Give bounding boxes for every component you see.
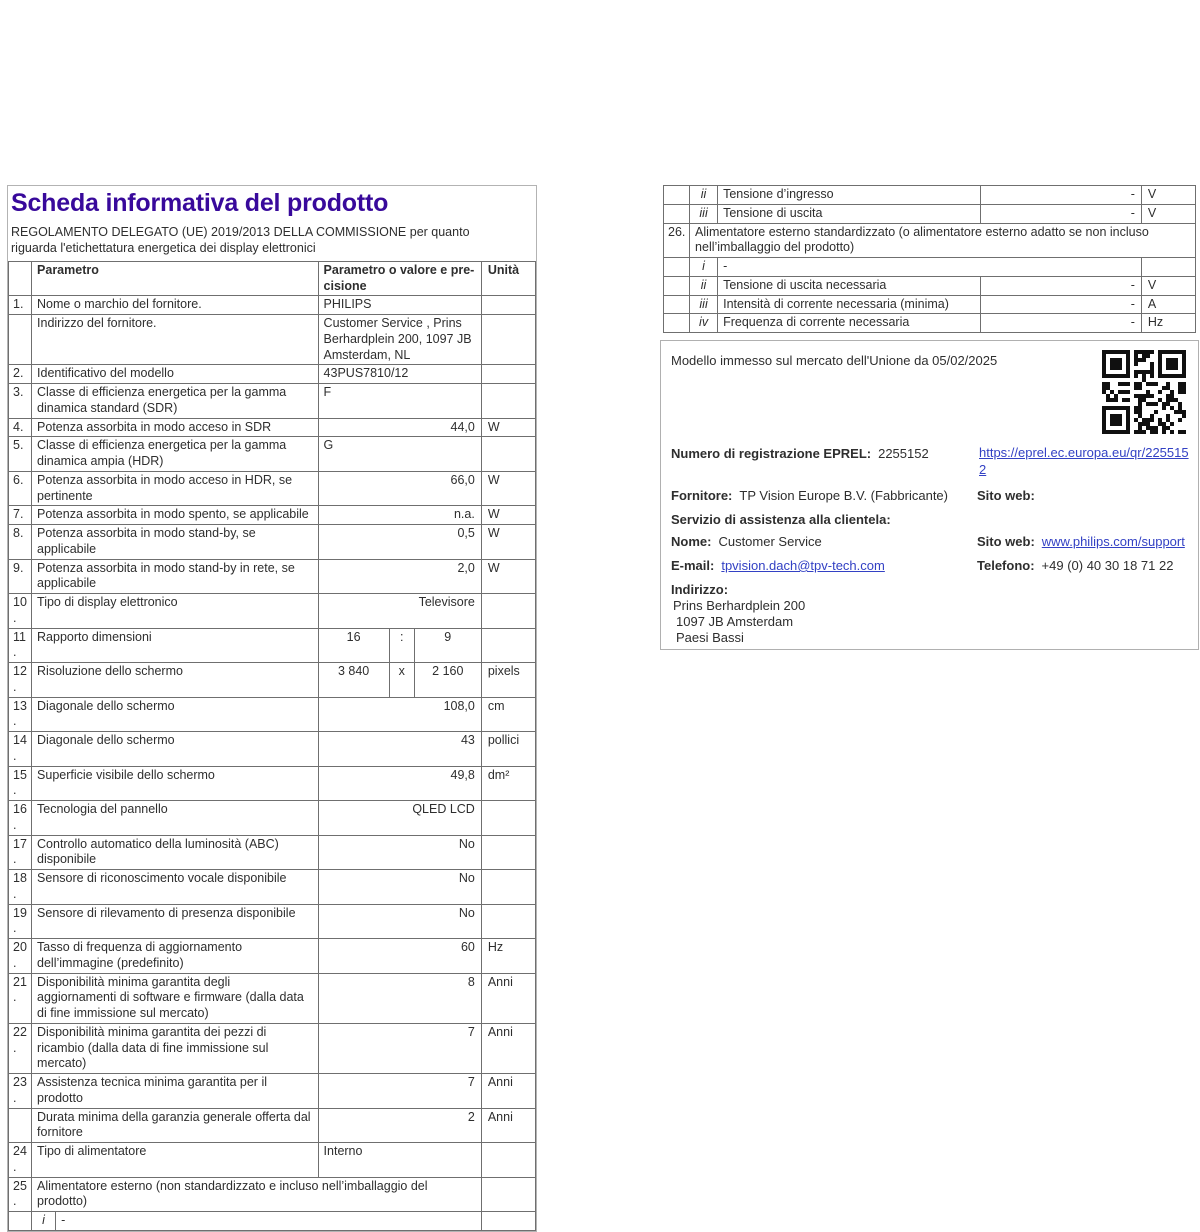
website-row-2 xyxy=(977,534,1185,550)
row-number xyxy=(664,314,690,333)
row-subletter: i xyxy=(690,258,718,277)
table-row xyxy=(9,628,536,663)
table-row xyxy=(664,295,1196,314)
product-parameters-table xyxy=(8,261,536,1231)
table-row xyxy=(9,365,536,384)
row-number: 13. xyxy=(9,697,32,732)
eprel-label: Numero di registrazione EPREL: xyxy=(671,446,872,461)
row-label: Classe di efficienza energetica per la gamma dinamica standard (SDR) xyxy=(32,384,319,419)
table-row xyxy=(9,1143,536,1178)
row-subletter: ii xyxy=(690,276,718,295)
market-entry-text: Modello immesso sul mercato dell'Unione da 05/02/2025 xyxy=(671,353,998,368)
eprel-registration-row xyxy=(671,446,929,462)
table-row xyxy=(9,697,536,732)
phone-label: Telefono: xyxy=(977,558,1035,573)
row-unit: Hz xyxy=(481,939,535,974)
row-label: Indirizzo del fornitore. xyxy=(32,315,319,365)
row-number: 20. xyxy=(9,939,32,974)
row-number: 16. xyxy=(9,801,32,836)
table-row xyxy=(9,506,536,525)
row-value: - xyxy=(980,314,1141,333)
row-value: - xyxy=(980,276,1141,295)
row-unit: Hz xyxy=(1141,314,1195,333)
row-number xyxy=(664,258,690,277)
product-fiche-panel xyxy=(7,185,537,1232)
row-unit xyxy=(481,1177,535,1212)
row-unit xyxy=(481,296,535,315)
table-row xyxy=(664,223,1196,258)
row-value: 108,0 xyxy=(318,697,481,732)
table-row xyxy=(9,594,536,629)
regulation-subtitle: REGOLAMENTO DELEGATO (UE) 2019/2013 DELLA COMMISSIONE per quanto riguarda l'etichettatura energetica dei display elettronici xyxy=(11,224,470,255)
row-number: 19. xyxy=(9,904,32,939)
row-value: 0,5 xyxy=(318,525,481,560)
row-label: Rapporto dimensioni xyxy=(32,628,319,663)
table-row xyxy=(9,939,536,974)
row-number xyxy=(9,315,32,365)
table-row xyxy=(9,835,536,870)
row-label: - xyxy=(56,1212,482,1231)
table-row xyxy=(9,904,536,939)
row-label: Intensità di corrente necessaria (minima) xyxy=(718,295,980,314)
table-row xyxy=(9,437,536,472)
website-label-1: Sito web: xyxy=(977,488,1035,503)
row-value: QLED LCD xyxy=(318,801,481,836)
row-value: Interno xyxy=(318,1143,481,1178)
supplier-info-box xyxy=(660,340,1199,650)
row-label: Superficie visibile dello schermo xyxy=(32,766,319,801)
row-number: 15. xyxy=(9,766,32,801)
row-number: 5. xyxy=(9,437,32,472)
row-label: Tensione d’ingresso xyxy=(718,186,980,205)
table-row xyxy=(9,384,536,419)
row-unit: pollici xyxy=(481,732,535,767)
row-value: 43PUS7810/12 xyxy=(318,365,481,384)
row-label: Diagonale dello schermo xyxy=(32,732,319,767)
row-label: Tasso di frequenza di aggiornamento dell’immagine (predefinito) xyxy=(32,939,319,974)
row-number: 22. xyxy=(9,1023,32,1073)
row-value: 66,0 xyxy=(318,471,481,506)
row-unit: W xyxy=(481,506,535,525)
row-unit xyxy=(481,904,535,939)
row-label: - xyxy=(718,258,1142,277)
panel-head xyxy=(8,186,536,261)
table-row xyxy=(9,766,536,801)
phone-row xyxy=(977,558,1173,574)
right-table-body xyxy=(664,186,1196,333)
row-unit xyxy=(481,870,535,905)
row-number: 7. xyxy=(9,506,32,525)
row-unit: cm xyxy=(481,697,535,732)
power-supply-panel xyxy=(663,185,1196,333)
row-unit: W xyxy=(481,418,535,437)
row-value: - xyxy=(980,204,1141,223)
support-website-link[interactable]: www.philips.com/support xyxy=(1041,534,1185,549)
row-number: 9. xyxy=(9,559,32,594)
table-row xyxy=(9,1074,536,1109)
row-number: 26. xyxy=(664,223,690,258)
qr-code xyxy=(1102,350,1186,434)
table-row xyxy=(9,1023,536,1073)
row-label: Risoluzione dello schermo xyxy=(32,663,319,698)
row-label: Potenza assorbita in modo stand-by, se applicabile xyxy=(32,525,319,560)
row-unit: Anni xyxy=(481,973,535,1023)
table-row xyxy=(664,204,1196,223)
row-unit xyxy=(481,1143,535,1178)
row-subletter: iii xyxy=(690,204,718,223)
row-value: 7 xyxy=(318,1074,481,1109)
eprel-number: 2255152 xyxy=(878,446,929,461)
row-value: 7 xyxy=(318,1023,481,1073)
service-name-row xyxy=(671,534,822,550)
row-number: 2. xyxy=(9,365,32,384)
row-number: 17. xyxy=(9,835,32,870)
row-subletter: i xyxy=(32,1212,56,1231)
table-row xyxy=(9,1177,536,1212)
row-number xyxy=(9,1108,32,1143)
eprel-qr-link[interactable]: https://eprel.ec.europa.eu/qr/2255152 xyxy=(979,445,1189,477)
row-label: Alimentatore esterno standardizzato (o alimentatore esterno adatto se non incluso nell’imballaggio del prodotto) xyxy=(690,223,1196,258)
left-table-body xyxy=(9,296,536,1231)
row-unit: Anni xyxy=(481,1023,535,1073)
row-unit xyxy=(481,835,535,870)
table-row xyxy=(9,663,536,698)
row-unit: pixels xyxy=(481,663,535,698)
row-label: Frequenza di corrente necessaria xyxy=(718,314,980,333)
row-subletter: ii xyxy=(690,186,718,205)
row-number xyxy=(664,276,690,295)
address-line: Paesi Bassi xyxy=(676,630,744,645)
row-number xyxy=(664,186,690,205)
row-number: 14. xyxy=(9,732,32,767)
row-number: 11. xyxy=(9,628,32,663)
row-label: Sensore di rilevamento di presenza disponibile xyxy=(32,904,319,939)
row-number: 6. xyxy=(9,471,32,506)
row-label: Potenza assorbita in modo acceso in HDR, se pertinente xyxy=(32,471,319,506)
row-unit xyxy=(481,365,535,384)
row-label: Disponibilità minima garantita degli aggiornamenti di software e firmware (dalla data di fine immissione sul mercato) xyxy=(32,973,319,1023)
row-value: 2,0 xyxy=(318,559,481,594)
table-row xyxy=(664,276,1196,295)
row-label: Potenza assorbita in modo acceso in SDR xyxy=(32,418,319,437)
row-label: Identificativo del modello xyxy=(32,365,319,384)
row-unit: W xyxy=(481,471,535,506)
row-number: 1. xyxy=(9,296,32,315)
row-value: n.a. xyxy=(318,506,481,525)
table-row xyxy=(9,296,536,315)
row-label: Tecnologia del pannello xyxy=(32,801,319,836)
row-value: Televisore xyxy=(318,594,481,629)
header-number-cell xyxy=(9,261,32,296)
row-number: 3. xyxy=(9,384,32,419)
table-row xyxy=(9,315,536,365)
power-supply-table xyxy=(663,185,1196,333)
email-link[interactable]: tpvision.dach@tpv-tech.com xyxy=(721,558,885,573)
row-value-first: 16 xyxy=(318,628,389,663)
row-number: 8. xyxy=(9,525,32,560)
customer-service-heading: Servizio di assistenza alla clientela: xyxy=(671,512,891,527)
qr-code-icon xyxy=(1102,350,1186,434)
row-unit xyxy=(481,437,535,472)
row-value: No xyxy=(318,835,481,870)
row-value: No xyxy=(318,904,481,939)
row-unit xyxy=(481,801,535,836)
row-value-first: 3 840 xyxy=(318,663,389,698)
row-number xyxy=(664,204,690,223)
table-row xyxy=(664,258,1196,277)
row-unit xyxy=(481,628,535,663)
table-row xyxy=(9,418,536,437)
row-unit xyxy=(481,1212,535,1231)
phone-number: +49 (0) 40 30 18 71 22 xyxy=(1041,558,1174,573)
row-unit: W xyxy=(481,525,535,560)
table-row xyxy=(9,732,536,767)
row-label: Potenza assorbita in modo spento, se applicabile xyxy=(32,506,319,525)
row-label: Controllo automatico della luminosità (ABC) disponibile xyxy=(32,835,319,870)
row-label: Tipo di alimentatore xyxy=(32,1143,319,1178)
row-number: 4. xyxy=(9,418,32,437)
row-label: Classe di efficienza energetica per la gamma dinamica ampia (HDR) xyxy=(32,437,319,472)
website-label-2: Sito web: xyxy=(977,534,1035,549)
row-number: 18. xyxy=(9,870,32,905)
row-label: Nome o marchio del fornitore. xyxy=(32,296,319,315)
row-value: 8 xyxy=(318,973,481,1023)
row-unit xyxy=(481,594,535,629)
row-unit: Anni xyxy=(481,1108,535,1143)
table-row xyxy=(9,1212,536,1231)
row-number: 21. xyxy=(9,973,32,1023)
column-header-parameter: Parametro xyxy=(32,261,319,296)
row-unit xyxy=(481,384,535,419)
row-unit: Anni xyxy=(481,1074,535,1109)
table-row xyxy=(9,870,536,905)
row-label: Tensione di uscita xyxy=(718,204,980,223)
table-row xyxy=(664,186,1196,205)
email-label: E-mail: xyxy=(671,558,715,573)
row-unit: V xyxy=(1141,276,1195,295)
page-title: Scheda informativa del prodotto xyxy=(11,189,389,217)
email-row xyxy=(671,558,885,574)
row-value: 2 xyxy=(318,1108,481,1143)
table-header-row xyxy=(9,261,536,296)
row-number: 12. xyxy=(9,663,32,698)
row-unit: A xyxy=(1141,295,1195,314)
row-subletter: iv xyxy=(690,314,718,333)
row-label: Durata minima della garanzia generale offerta dal fornitore xyxy=(32,1108,319,1143)
supplier-row xyxy=(671,488,948,504)
address-line: Prins Berhardplein 200 xyxy=(673,598,806,613)
row-value: G xyxy=(318,437,481,472)
row-label: Sensore di riconoscimento vocale disponibile xyxy=(32,870,319,905)
row-value: 49,8 xyxy=(318,766,481,801)
row-label: Tensione di uscita necessaria xyxy=(718,276,980,295)
name-label: Nome: xyxy=(671,534,712,549)
supplier-label: Fornitore: xyxy=(671,488,733,503)
supplier-name: TP Vision Europe B.V. (Fabbricante) xyxy=(739,488,948,503)
row-label: Diagonale dello schermo xyxy=(32,697,319,732)
row-number: 23. xyxy=(9,1074,32,1109)
row-unit: W xyxy=(481,559,535,594)
row-label: Assistenza tecnica minima garantita per il prodotto xyxy=(32,1074,319,1109)
row-unit: dm² xyxy=(481,766,535,801)
table-row xyxy=(9,1108,536,1143)
row-value: F xyxy=(318,384,481,419)
row-value: Customer Service , Prins Berhardplein 200, 1097 JB Amsterdam, NL xyxy=(318,315,481,365)
row-number xyxy=(664,295,690,314)
row-value-separator: : xyxy=(389,628,414,663)
column-header-unit: Unità xyxy=(481,261,535,296)
row-label: Potenza assorbita in modo stand-by in rete, se applicabile xyxy=(32,559,319,594)
row-value: - xyxy=(980,186,1141,205)
row-value-second: 2 160 xyxy=(414,663,481,698)
table-row xyxy=(664,314,1196,333)
row-number: 25. xyxy=(9,1177,32,1212)
row-number xyxy=(9,1212,32,1231)
row-value: No xyxy=(318,870,481,905)
row-value-separator: x xyxy=(389,663,414,698)
address-heading: Indirizzo: xyxy=(671,582,729,597)
row-value: 43 xyxy=(318,732,481,767)
row-unit xyxy=(1141,258,1195,277)
row-label: Disponibilità minima garantita dei pezzi di ricambio (dalla data di fine immissione sul mercato) xyxy=(32,1023,319,1073)
row-number: 24. xyxy=(9,1143,32,1178)
row-unit xyxy=(481,315,535,365)
row-value: PHILIPS xyxy=(318,296,481,315)
row-label: Alimentatore esterno (non standardizzato e incluso nell’imballaggio del prodotto) xyxy=(32,1177,482,1212)
table-row xyxy=(9,973,536,1023)
service-name: Customer Service xyxy=(718,534,822,549)
table-row xyxy=(9,471,536,506)
row-value: - xyxy=(980,295,1141,314)
row-subletter: iii xyxy=(690,295,718,314)
row-value: 44,0 xyxy=(318,418,481,437)
table-row xyxy=(9,801,536,836)
table-row xyxy=(9,525,536,560)
row-unit: V xyxy=(1141,204,1195,223)
row-unit: V xyxy=(1141,186,1195,205)
address-line: 1097 JB Amsterdam xyxy=(676,614,794,629)
column-header-value: Parametro o valore e precisione xyxy=(318,261,481,296)
table-row xyxy=(9,559,536,594)
row-number: 10. xyxy=(9,594,32,629)
row-label: Tipo di display elettronico xyxy=(32,594,319,629)
row-value-second: 9 xyxy=(414,628,481,663)
row-value: 60 xyxy=(318,939,481,974)
